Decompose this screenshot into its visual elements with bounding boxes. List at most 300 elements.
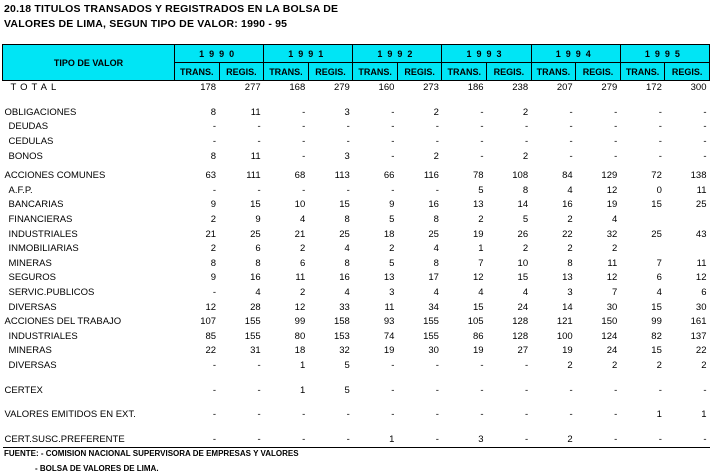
cell-trans: 6	[656, 272, 662, 284]
cell-regis: 150	[601, 316, 618, 328]
cell-trans: -	[391, 359, 395, 371]
header-year: 1995	[620, 45, 709, 63]
cell-trans: 21	[294, 228, 306, 240]
cell-regis: 277	[244, 82, 261, 94]
cell-regis: -	[524, 136, 529, 148]
sub-row	[3, 184, 710, 199]
cell-regis: 279	[333, 82, 350, 94]
cell-regis: -	[397, 432, 442, 447]
sub-row	[3, 227, 710, 242]
cell-regis: 12	[606, 184, 618, 196]
cell-regis: 158	[333, 316, 350, 328]
cell-regis: -	[614, 150, 618, 162]
sub-row	[3, 257, 710, 272]
cell-trans: -	[212, 136, 217, 148]
cell-regis: 14	[517, 199, 529, 211]
cell-trans: 68	[294, 170, 306, 182]
cell-regis: -	[346, 184, 350, 196]
cell-regis: 30	[695, 301, 707, 313]
cell-trans: 2	[299, 243, 306, 255]
cell-trans: 16	[562, 199, 573, 211]
cell-regis: 7	[611, 287, 618, 299]
cell-trans: 2	[478, 214, 484, 226]
cell-trans: 1	[478, 243, 484, 255]
cell-regis: -	[346, 409, 350, 421]
row-label: SEGUROS	[8, 272, 57, 284]
cell-regis: -	[219, 432, 264, 447]
sub-row	[3, 359, 710, 374]
cell-trans: 9	[210, 272, 217, 284]
cell-trans: 2	[210, 243, 217, 255]
cell-regis: 2	[611, 359, 618, 371]
cell-trans: -	[302, 106, 306, 118]
table-body	[3, 81, 710, 448]
cell-trans: 5	[389, 214, 395, 226]
cell-trans: 13	[562, 272, 573, 284]
cell-trans: 7	[656, 257, 662, 269]
cell-regis: 22	[695, 345, 707, 357]
sub-row	[3, 149, 710, 164]
cell-trans: 18	[383, 228, 395, 240]
cell-regis: 10	[517, 257, 529, 269]
cell-trans: 19	[472, 228, 484, 240]
cell-trans: -	[569, 106, 573, 118]
cell-regis: 8	[433, 257, 439, 269]
cell-trans: 13	[383, 272, 395, 284]
header-trans: TRANS.	[175, 63, 220, 81]
cell-regis	[665, 213, 710, 228]
cell-trans: 74	[383, 330, 395, 342]
cell-regis: 4	[611, 214, 618, 226]
cell-trans: 18	[294, 345, 306, 357]
cell-trans: -	[391, 384, 395, 396]
cell-trans: 19	[383, 345, 395, 357]
cell-trans: -	[569, 150, 573, 162]
cell-regis: 27	[517, 345, 529, 357]
cell-regis: -	[576, 432, 621, 447]
cell-regis: -	[346, 136, 350, 148]
row-label: DIVERSAS	[8, 359, 57, 371]
cell-regis: -	[703, 150, 707, 162]
cell-trans: -	[480, 384, 484, 396]
cell-regis: 4	[433, 243, 439, 255]
cell-regis: 32	[606, 228, 618, 240]
cell-trans: -	[658, 121, 662, 133]
cell-regis: 8	[255, 257, 261, 269]
cell-regis: 4	[522, 287, 529, 299]
cell-regis: 155	[244, 330, 261, 342]
cell-trans: 2	[567, 359, 573, 371]
group-row	[3, 169, 710, 184]
header-regis: REGIS.	[487, 63, 532, 81]
cell-trans: -	[212, 287, 217, 299]
cell-trans: 93	[383, 316, 395, 328]
cell-trans: 8	[210, 150, 217, 162]
cell-trans: 11	[384, 301, 395, 313]
cell-trans: 6	[299, 257, 306, 269]
cell-regis: -	[257, 409, 261, 421]
cell-trans: 3	[442, 432, 487, 447]
cell-trans: -	[480, 121, 484, 133]
cell-trans: 82	[651, 330, 662, 342]
cell-regis: 108	[512, 170, 529, 182]
cell-regis: -	[435, 184, 439, 196]
cell-regis: 6	[701, 287, 707, 299]
cell-trans: 8	[210, 257, 217, 269]
cell-regis	[665, 242, 710, 257]
cell-trans: 15	[651, 345, 662, 357]
cell-regis: 113	[334, 170, 350, 182]
cell-regis: 25	[250, 228, 261, 240]
header-trans: TRANS.	[264, 63, 309, 81]
row-label: INDUSTRIALES	[8, 228, 78, 240]
cell-regis: 2	[433, 106, 439, 118]
cell-regis: -	[257, 384, 261, 396]
cell-trans: 19	[472, 345, 484, 357]
cell-trans: 4	[478, 287, 484, 299]
header-year: 1990	[175, 45, 264, 63]
cell-regis: -	[435, 409, 439, 421]
row-label: SERVIC.PUBLICOS	[8, 287, 95, 299]
cell-trans: -	[658, 384, 662, 396]
cell-regis: 8	[344, 257, 350, 269]
cell-trans: 168	[289, 82, 306, 94]
cell-trans: 8	[567, 257, 573, 269]
cell-trans: 11	[295, 272, 306, 284]
header-year: 1993	[442, 45, 531, 63]
cell-trans: -	[480, 409, 484, 421]
cell-regis: 153	[333, 330, 350, 342]
header-trans: TRANS.	[353, 63, 398, 81]
sub-row	[3, 300, 710, 315]
cell-trans: -	[569, 136, 573, 148]
cell-trans: -	[569, 121, 573, 133]
row-label: A.F.P.	[8, 184, 33, 196]
header-year: 1994	[531, 45, 620, 63]
cell-regis: 16	[428, 199, 439, 211]
cell-trans: -	[212, 121, 217, 133]
cell-regis: 26	[517, 228, 529, 240]
cell-trans: 86	[472, 330, 484, 342]
cell-regis: 137	[690, 330, 707, 342]
cell-trans: 9	[210, 199, 217, 211]
cell-trans: 8	[210, 106, 217, 118]
header-regis: REGIS.	[397, 63, 442, 81]
cell-regis: 11	[607, 257, 618, 269]
cell-trans: -	[264, 432, 309, 447]
header-trans: TRANS.	[531, 63, 576, 81]
cell-trans: 107	[200, 316, 217, 328]
table-title	[4, 2, 338, 32]
cell-trans: 15	[651, 199, 662, 211]
cell-trans: -	[480, 150, 484, 162]
cell-trans: 85	[205, 330, 217, 342]
cell-regis: 33	[339, 301, 350, 313]
cell-regis: 3	[344, 150, 350, 162]
row-label: CERTEX	[4, 384, 43, 396]
cell-regis: -	[703, 136, 707, 148]
cell-trans: 1	[353, 432, 398, 447]
cell-trans: -	[569, 409, 573, 421]
row-label: INMOBILIARIAS	[8, 243, 79, 255]
cell-trans: 2	[299, 287, 306, 299]
sub-row	[3, 286, 710, 301]
cell-regis: 2	[701, 359, 707, 371]
cell-trans: 99	[651, 316, 662, 328]
cell-trans: 105	[467, 316, 484, 328]
cell-trans: 22	[562, 228, 573, 240]
row-label: CEDULAS	[8, 136, 54, 148]
cell-trans: 172	[646, 82, 662, 94]
sub-row	[3, 344, 710, 359]
group-row	[3, 315, 710, 330]
cell-trans: 84	[562, 170, 573, 182]
sub-row	[3, 271, 710, 286]
cell-trans: -	[480, 359, 484, 371]
row-label: BONOS	[8, 150, 43, 162]
cell-regis: 4	[433, 287, 439, 299]
spacer-row	[3, 96, 710, 106]
cell-regis: 8	[344, 214, 350, 226]
cell-regis: -	[614, 409, 618, 421]
row-label: BANCARIAS	[8, 199, 64, 211]
cell-regis: 12	[695, 272, 707, 284]
cell-trans: 3	[389, 287, 395, 299]
group-row	[3, 383, 710, 398]
cell-trans: -	[391, 121, 395, 133]
cell-trans: 100	[556, 330, 573, 342]
cell-trans: 13	[472, 199, 484, 211]
cell-trans: 1	[299, 384, 306, 396]
cell-trans: 22	[205, 345, 217, 357]
cell-trans: -	[569, 384, 573, 396]
cell-regis: 161	[690, 316, 707, 328]
row-label: TOTAL	[10, 82, 61, 94]
cell-trans: 21	[205, 228, 217, 240]
cell-regis: -	[435, 121, 439, 133]
cell-trans: 63	[205, 170, 217, 182]
cell-regis: 5	[344, 359, 350, 371]
title-line-2: VALORES DE LIMA, SEGUN TIPO DE VALOR: 1990 - 95	[4, 18, 288, 30]
cell-regis: 25	[695, 199, 707, 211]
row-label: FINANCIERAS	[8, 214, 73, 226]
cell-trans: 9	[389, 199, 395, 211]
header-tipo-de-valor: TIPO DE VALOR	[3, 45, 175, 81]
cell-regis: 238	[512, 82, 529, 94]
cell-trans	[620, 242, 665, 257]
cell-regis: 15	[339, 199, 350, 211]
spacer-cell	[3, 422, 710, 432]
cell-regis: -	[703, 106, 707, 118]
header-regis: REGIS.	[308, 63, 353, 81]
cell-regis: 2	[522, 150, 529, 162]
row-label: CERT.SUSC.PREFERENTE	[3, 432, 175, 447]
header-year: 1992	[353, 45, 442, 63]
cell-regis: -	[346, 121, 350, 133]
cell-trans: 80	[294, 330, 306, 342]
row-label: DIVERSAS	[8, 301, 57, 313]
cell-regis: -	[257, 121, 261, 133]
cell-trans: 5	[478, 184, 484, 196]
row-label: INDUSTRIALES	[8, 330, 78, 342]
cell-trans: -	[212, 184, 217, 196]
cell-regis: 8	[522, 184, 529, 196]
cell-regis: 279	[601, 82, 618, 94]
cell-trans: -	[391, 184, 395, 196]
cell-regis: 19	[606, 199, 618, 211]
cell-regis: 31	[250, 345, 261, 357]
cell-trans: -	[302, 184, 306, 196]
cell-trans: 10	[294, 199, 306, 211]
cell-trans: 25	[651, 228, 662, 240]
cell-trans: 160	[378, 82, 395, 94]
cell-trans: 1	[656, 409, 662, 421]
cell-regis: -	[703, 384, 707, 396]
table-header	[3, 45, 710, 81]
cell-trans: -	[480, 106, 484, 118]
cell-trans: 0	[656, 184, 662, 196]
cell-regis: -	[665, 432, 710, 447]
cell-regis: 6	[255, 243, 261, 255]
cell-regis: 24	[517, 301, 529, 313]
cell-regis: 273	[423, 82, 439, 94]
cell-trans: 12	[294, 301, 306, 313]
spacer-row	[3, 373, 710, 383]
cell-regis: 5	[522, 214, 529, 226]
cell-regis: 4	[344, 243, 350, 255]
header-regis: REGIS.	[576, 63, 621, 81]
cell-trans: 2	[389, 243, 395, 255]
cell-regis: 9	[255, 214, 261, 226]
cell-trans: -	[212, 409, 217, 421]
cell-regis: 30	[606, 301, 618, 313]
cell-trans: 99	[294, 316, 306, 328]
cell-trans: 1	[299, 359, 306, 371]
row-label: MINERAS	[8, 345, 52, 357]
cell-trans: -	[480, 136, 484, 148]
cell-regis: -	[257, 184, 261, 196]
cell-trans: -	[391, 136, 395, 148]
cell-trans: -	[658, 136, 662, 148]
sub-row	[3, 135, 710, 150]
cell-regis: 11	[696, 184, 707, 196]
cell-trans: -	[391, 409, 395, 421]
cell-trans: 66	[383, 170, 395, 182]
group-row	[3, 408, 710, 423]
cell-trans: 12	[205, 301, 217, 313]
cell-regis: 17	[428, 272, 439, 284]
title-line-1: 20.18 TITULOS TRANSADOS Y REGISTRADOS EN LA BOLSA DE	[4, 3, 339, 15]
spacer-row	[3, 422, 710, 432]
cell-regis: 116	[423, 170, 439, 182]
cell-trans: 2	[656, 359, 662, 371]
cell-trans: -	[302, 150, 306, 162]
cell-trans: -	[620, 432, 665, 447]
cell-regis: -	[703, 121, 707, 133]
cell-regis: 128	[512, 330, 529, 342]
cell-trans: -	[391, 150, 395, 162]
header-regis: REGIS.	[665, 63, 710, 81]
cell-regis: 11	[250, 150, 261, 162]
cell-regis: -	[614, 106, 618, 118]
cell-regis: 111	[246, 170, 261, 182]
cell-regis: 32	[339, 345, 350, 357]
cell-regis: 300	[690, 82, 707, 94]
row-label: OBLIGACIONES	[4, 106, 77, 118]
cell-regis: 12	[606, 272, 618, 284]
cell-trans: 72	[651, 170, 662, 182]
cell-regis: 129	[601, 170, 618, 182]
cell-trans: 78	[472, 170, 484, 182]
row-label: VALORES EMITIDOS EN EXT.	[4, 409, 136, 421]
cell-regis: 34	[428, 301, 439, 313]
cell-trans: 4	[299, 214, 306, 226]
cell-regis: -	[524, 384, 529, 396]
spacer-cell	[3, 373, 710, 383]
cell-regis: -	[257, 359, 261, 371]
sub-row	[3, 242, 710, 257]
cell-trans: 2	[210, 214, 217, 226]
cell-trans: -	[212, 359, 217, 371]
sub-row	[3, 213, 710, 228]
source-footer	[4, 446, 299, 476]
source-line-1: FUENTE: - COMISION NACIONAL SUPERVISORA DE EMPRESAS Y VALORES	[4, 449, 299, 458]
cell-trans: 7	[478, 257, 484, 269]
cell-regis: -	[487, 432, 532, 447]
cell-regis: 2	[433, 150, 439, 162]
source-line-2: - BOLSA DE VALORES DE LIMA.	[35, 464, 159, 473]
cell-regis: 128	[512, 316, 529, 328]
cell-regis: 155	[423, 316, 439, 328]
cell-trans: 4	[656, 287, 662, 299]
cell-trans: -	[175, 432, 220, 447]
cell-regis: 25	[339, 228, 350, 240]
cell-trans: 19	[562, 345, 573, 357]
cell-trans: 207	[556, 82, 573, 94]
cell-trans: 12	[472, 272, 484, 284]
cell-regis: -	[524, 409, 529, 421]
cell-regis: 124	[601, 330, 618, 342]
cell-regis: 16	[339, 272, 350, 284]
cell-trans: 2	[531, 432, 576, 447]
cell-trans: 15	[472, 301, 484, 313]
cell-regis: -	[614, 121, 618, 133]
cell-trans: 2	[567, 243, 573, 255]
cell-trans: 178	[200, 82, 217, 94]
cell-regis: 155	[423, 330, 439, 342]
header-year: 1991	[264, 45, 353, 63]
cell-regis: -	[524, 359, 529, 371]
cell-regis: 2	[522, 106, 529, 118]
cell-regis: 8	[433, 214, 439, 226]
cell-regis: -	[308, 432, 353, 447]
header-trans: TRANS.	[620, 63, 665, 81]
row-label: MINERAS	[8, 257, 52, 269]
cell-trans: -	[302, 136, 306, 148]
sub-row	[3, 330, 710, 345]
group-row	[3, 106, 710, 121]
row-label: ACCIONES COMUNES	[4, 170, 106, 182]
cell-trans: -	[302, 121, 306, 133]
cell-regis: 24	[606, 345, 618, 357]
total-row	[3, 81, 710, 96]
cell-trans: -	[212, 384, 217, 396]
header-trans: TRANS.	[442, 63, 487, 81]
cell-regis: 25	[428, 228, 439, 240]
cell-regis: -	[435, 359, 439, 371]
cell-regis: 28	[250, 301, 261, 313]
cell-regis: 15	[517, 272, 529, 284]
